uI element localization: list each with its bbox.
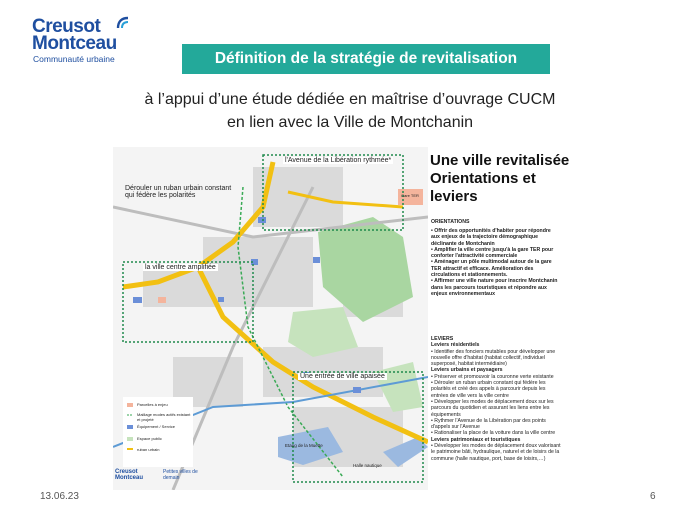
logo-mark-icon: [116, 16, 130, 30]
levier-item: • Développer les modes de déplacement doux valorisant le patrimoine bâti, hydraulique, naturel et de loisirs de la commune (halle nautique, port, base de loisirs,…): [431, 443, 561, 462]
logo-line2: Montceau: [32, 33, 117, 54]
logo: [32, 16, 142, 76]
map-label-halle: Halle nautique: [353, 463, 382, 468]
orientation-item: • Offrir des opportunités d'habiter pour répondre aux enjeux de la trajectoire démographique déclinante de Montchanin: [431, 228, 551, 247]
levier-item: • Développer les modes de déplacement doux sur les parcours du quotidien et assurant les liens entre les équipements: [431, 398, 554, 418]
leviers-block: [431, 336, 561, 462]
subtitle-line-1: à l’appui d’une étude dédiée en maîtrise d’ouvrage CUCM: [144, 91, 556, 108]
leviers-patrimoniaux-heading: Leviers patrimoniaux et touristiques: [431, 436, 521, 443]
legend-item-network: Maillage modes actifs existant et projeté: [137, 412, 191, 422]
map-label-centre: la ville centre amplifiée: [145, 264, 216, 271]
levier-item: • Identifier des fonciers mutables pour développer une nouvelle offre d'habitat (habitat collectif, individuel superposé, habitat intermédiaire): [431, 348, 556, 368]
orientations-list: [431, 228, 561, 297]
map-label-gare: Gare TER: [401, 193, 419, 198]
right-title: Une ville revitalisée Orientations et leviers: [430, 152, 570, 205]
levier-item: • Rythmer l'Avenue de la Libération par des points d'appels sur l'Avenue: [431, 417, 546, 431]
subtitle-line-2: en lien avec la Ville de Montchanin: [226, 114, 474, 131]
levier-item: • Rationaliser la place de la voiture dans la ville centre: [431, 430, 556, 437]
footer-date: 13.06.23: [40, 491, 79, 502]
page-number: 6: [650, 491, 656, 502]
map-label-entree: Une entrée de ville apaisée: [300, 373, 385, 380]
orientation-item: • Affirmer une ville nature pour inscrire Montchanin dans les parcours touristiques et répondre aux enjeux environnementaux: [431, 278, 558, 297]
levier-item: • Préserver et promouvoir la couronne verte existante: [431, 373, 554, 380]
map-bottom-logo-cucm: Creusot Montceau: [115, 469, 144, 481]
strategy-map: [113, 147, 428, 490]
leviers-heading: LEVIERS: [431, 336, 454, 342]
orientation-item: • Aménager un pôle multimodal autour de la gare TER attractif et efficace. Amélioration des circulations et stationnements.: [431, 259, 552, 279]
map-label-etang: Etang de la Muette: [285, 443, 323, 448]
slide-title: Définition de la stratégie de revitalisation: [182, 44, 550, 74]
orientations-heading: ORIENTATIONS: [431, 219, 470, 225]
legend-item-public-space: Espace public: [137, 436, 162, 441]
orientation-item: • Amplifier la ville centre jusqu'à la gare TER pour conforter l'attractivité commerciale: [431, 246, 554, 260]
logo-tagline: Communauté urbaine: [33, 54, 115, 64]
legend-item-ruban: ruban urbain: [137, 447, 160, 452]
legend-item-parcels: Parcelles à enjeu: [137, 402, 168, 407]
logo-line1: Creusot: [32, 16, 101, 37]
map-label-ruban: Dérouler un ruban urbain constant qui fédère les polarités: [125, 185, 232, 199]
legend-item-equipment: Équipement / Service: [137, 424, 176, 429]
leviers-urbains-heading: Leviers urbains et paysagers: [431, 367, 503, 374]
leviers-residentiels-heading: Leviers résidentiels: [431, 342, 480, 349]
map-label-avenue: l'Avenue de la Libération rythmée*: [285, 157, 392, 164]
levier-item: • Dérouler un ruban urbain constant qui fédère les polarités et créé des appels à parcourir depuis les entrées de ville vers la ville centre: [431, 380, 546, 399]
map-bottom-logo-pvd: Petites villes de demain: [163, 469, 198, 481]
